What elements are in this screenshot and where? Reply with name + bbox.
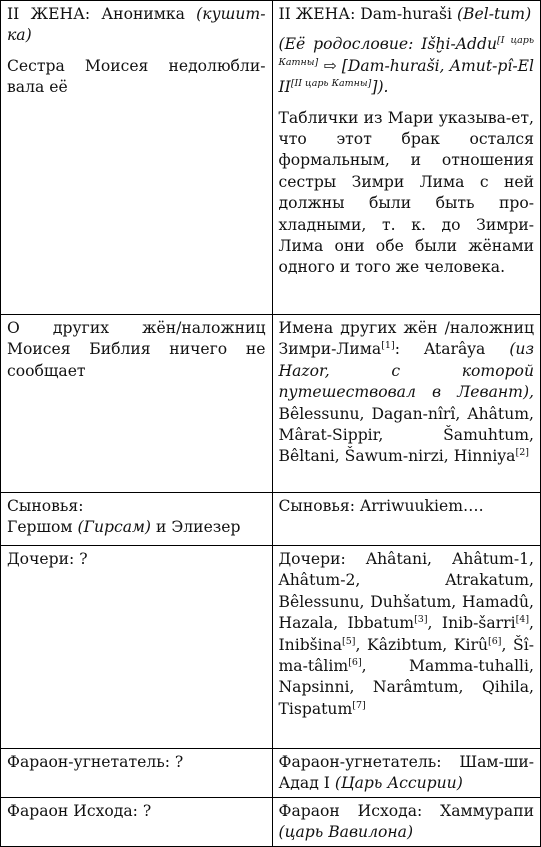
- cell-text: , Šî-ma-tâlim: [278, 635, 534, 676]
- footnote-ref[interactable]: [6]: [348, 657, 362, 669]
- cell-text-italic: (Гирсам): [77, 518, 152, 537]
- footnote-note: [II царь Катны]: [290, 78, 372, 90]
- table-cell-left: Фараон Исхода: ?: [1, 797, 273, 846]
- cell-text: II ЖЕНА: Анонимка: [7, 5, 185, 23]
- table-row: [1, 315, 541, 493]
- genealogy-text: [Dam-huraši, Amut-pî-El II: [278, 56, 534, 97]
- footnote-ref[interactable]: [4]: [515, 614, 530, 626]
- cell-text: Фараон-угнетатель: Шам-ши-Адад I: [278, 753, 534, 793]
- table-cell-right: [272, 315, 541, 493]
- table-row: [1, 493, 541, 546]
- table-cell-right: [272, 1, 541, 315]
- table-cell-right: [272, 749, 541, 798]
- cell-text: Имена других жён /наложниц Зимри-Лима: [278, 319, 534, 359]
- cell-text: II ЖЕНА: Dam-huraši: [278, 5, 452, 23]
- cell-text: :: [394, 340, 400, 359]
- cell-text-italic: (Bel-tum): [456, 5, 532, 23]
- paragraph: [7, 4, 266, 47]
- paragraph: [279, 4, 535, 25]
- table-row: [1, 749, 541, 798]
- cell-text: Дочери: Ahâtani, Ahâtum-1, Ahâtum-2, Atrakatum, Bêlessunu, Duhšatum, Hamadû, Hazala, Ibbatum: [278, 550, 534, 633]
- genealogy-text: ]).: [371, 78, 389, 97]
- cell-text: , Mamma-tuhalli, Napsinni, Narâmtum, Qihila, Tispatum: [278, 657, 534, 718]
- footnote-ref[interactable]: [6]: [488, 635, 502, 647]
- table-row: [1, 1, 541, 315]
- table-cell-left: Дочери: ?: [1, 546, 273, 749]
- paragraph: Сестра Моисея недолюбли-вала её: [7, 56, 266, 97]
- arrow-icon: ⇨: [318, 56, 342, 75]
- paragraph: [7, 517, 266, 538]
- table-cell-left: [1, 493, 273, 546]
- footnote-ref[interactable]: [2]: [515, 447, 529, 459]
- paragraph: Таблички из Мари указыва-ет, что этот брак остался формальным, и отношения сестры Зимри Лима с ней должны были быть про-хладными, т. к. до Зимри-Лима они обе были жёнами одного и того же человека.: [278, 108, 534, 277]
- table-row: [1, 797, 541, 846]
- table-row: [1, 546, 541, 749]
- cell-text-italic: (из Hazor, с которой путешествовал в Левант),: [278, 340, 534, 402]
- genealogy-text: (Её родословие: Išḫi-Addu: [278, 35, 498, 54]
- table-cell-right: [272, 797, 541, 846]
- table-cell-left: [1, 1, 273, 315]
- footnote-ref[interactable]: [1]: [381, 340, 395, 352]
- footnote-ref[interactable]: [7]: [352, 699, 366, 711]
- cell-text-italic: (Царь Ассирии): [334, 774, 463, 793]
- cell-text: Фараон Исхода: Хаммурапи: [278, 801, 534, 820]
- table-cell-right: Сыновья: Arriwuukiem….: [272, 493, 541, 546]
- cell-text-italic: (кушит-ка): [7, 5, 266, 45]
- footnote-ref[interactable]: [3]: [414, 614, 428, 626]
- footnote-ref[interactable]: [5]: [342, 635, 356, 647]
- cell-text-italic: (царь Вавилона): [278, 823, 414, 842]
- cell-text: Atarâya: [423, 340, 486, 359]
- cell-text: Bêlessunu, Dagan-nîrî, Ahâtum, Mârat-Sippir, Šamuhtum, Bêltani, Šawum-nirzi, Hinniya: [278, 404, 534, 466]
- cell-text: Гершом: [7, 518, 73, 537]
- genealogy: [279, 34, 535, 98]
- cell-text: , Inibšina: [278, 614, 534, 654]
- cell-text: и Элиезер: [155, 518, 241, 537]
- table-cell-right: [272, 546, 541, 749]
- table-cell-left: Фараон-угнетатель: ?: [1, 749, 273, 798]
- paragraph: Сыновья:: [7, 497, 84, 515]
- cell-text: , Inib-šarri: [427, 614, 516, 633]
- footnote-note: [I царь Катны]: [278, 35, 534, 68]
- cell-text: , Kâzibtum, Kirû: [355, 635, 488, 654]
- table-cell-left: О других жён/наложниц Моисея Библия ничего не сообщает: [1, 315, 273, 493]
